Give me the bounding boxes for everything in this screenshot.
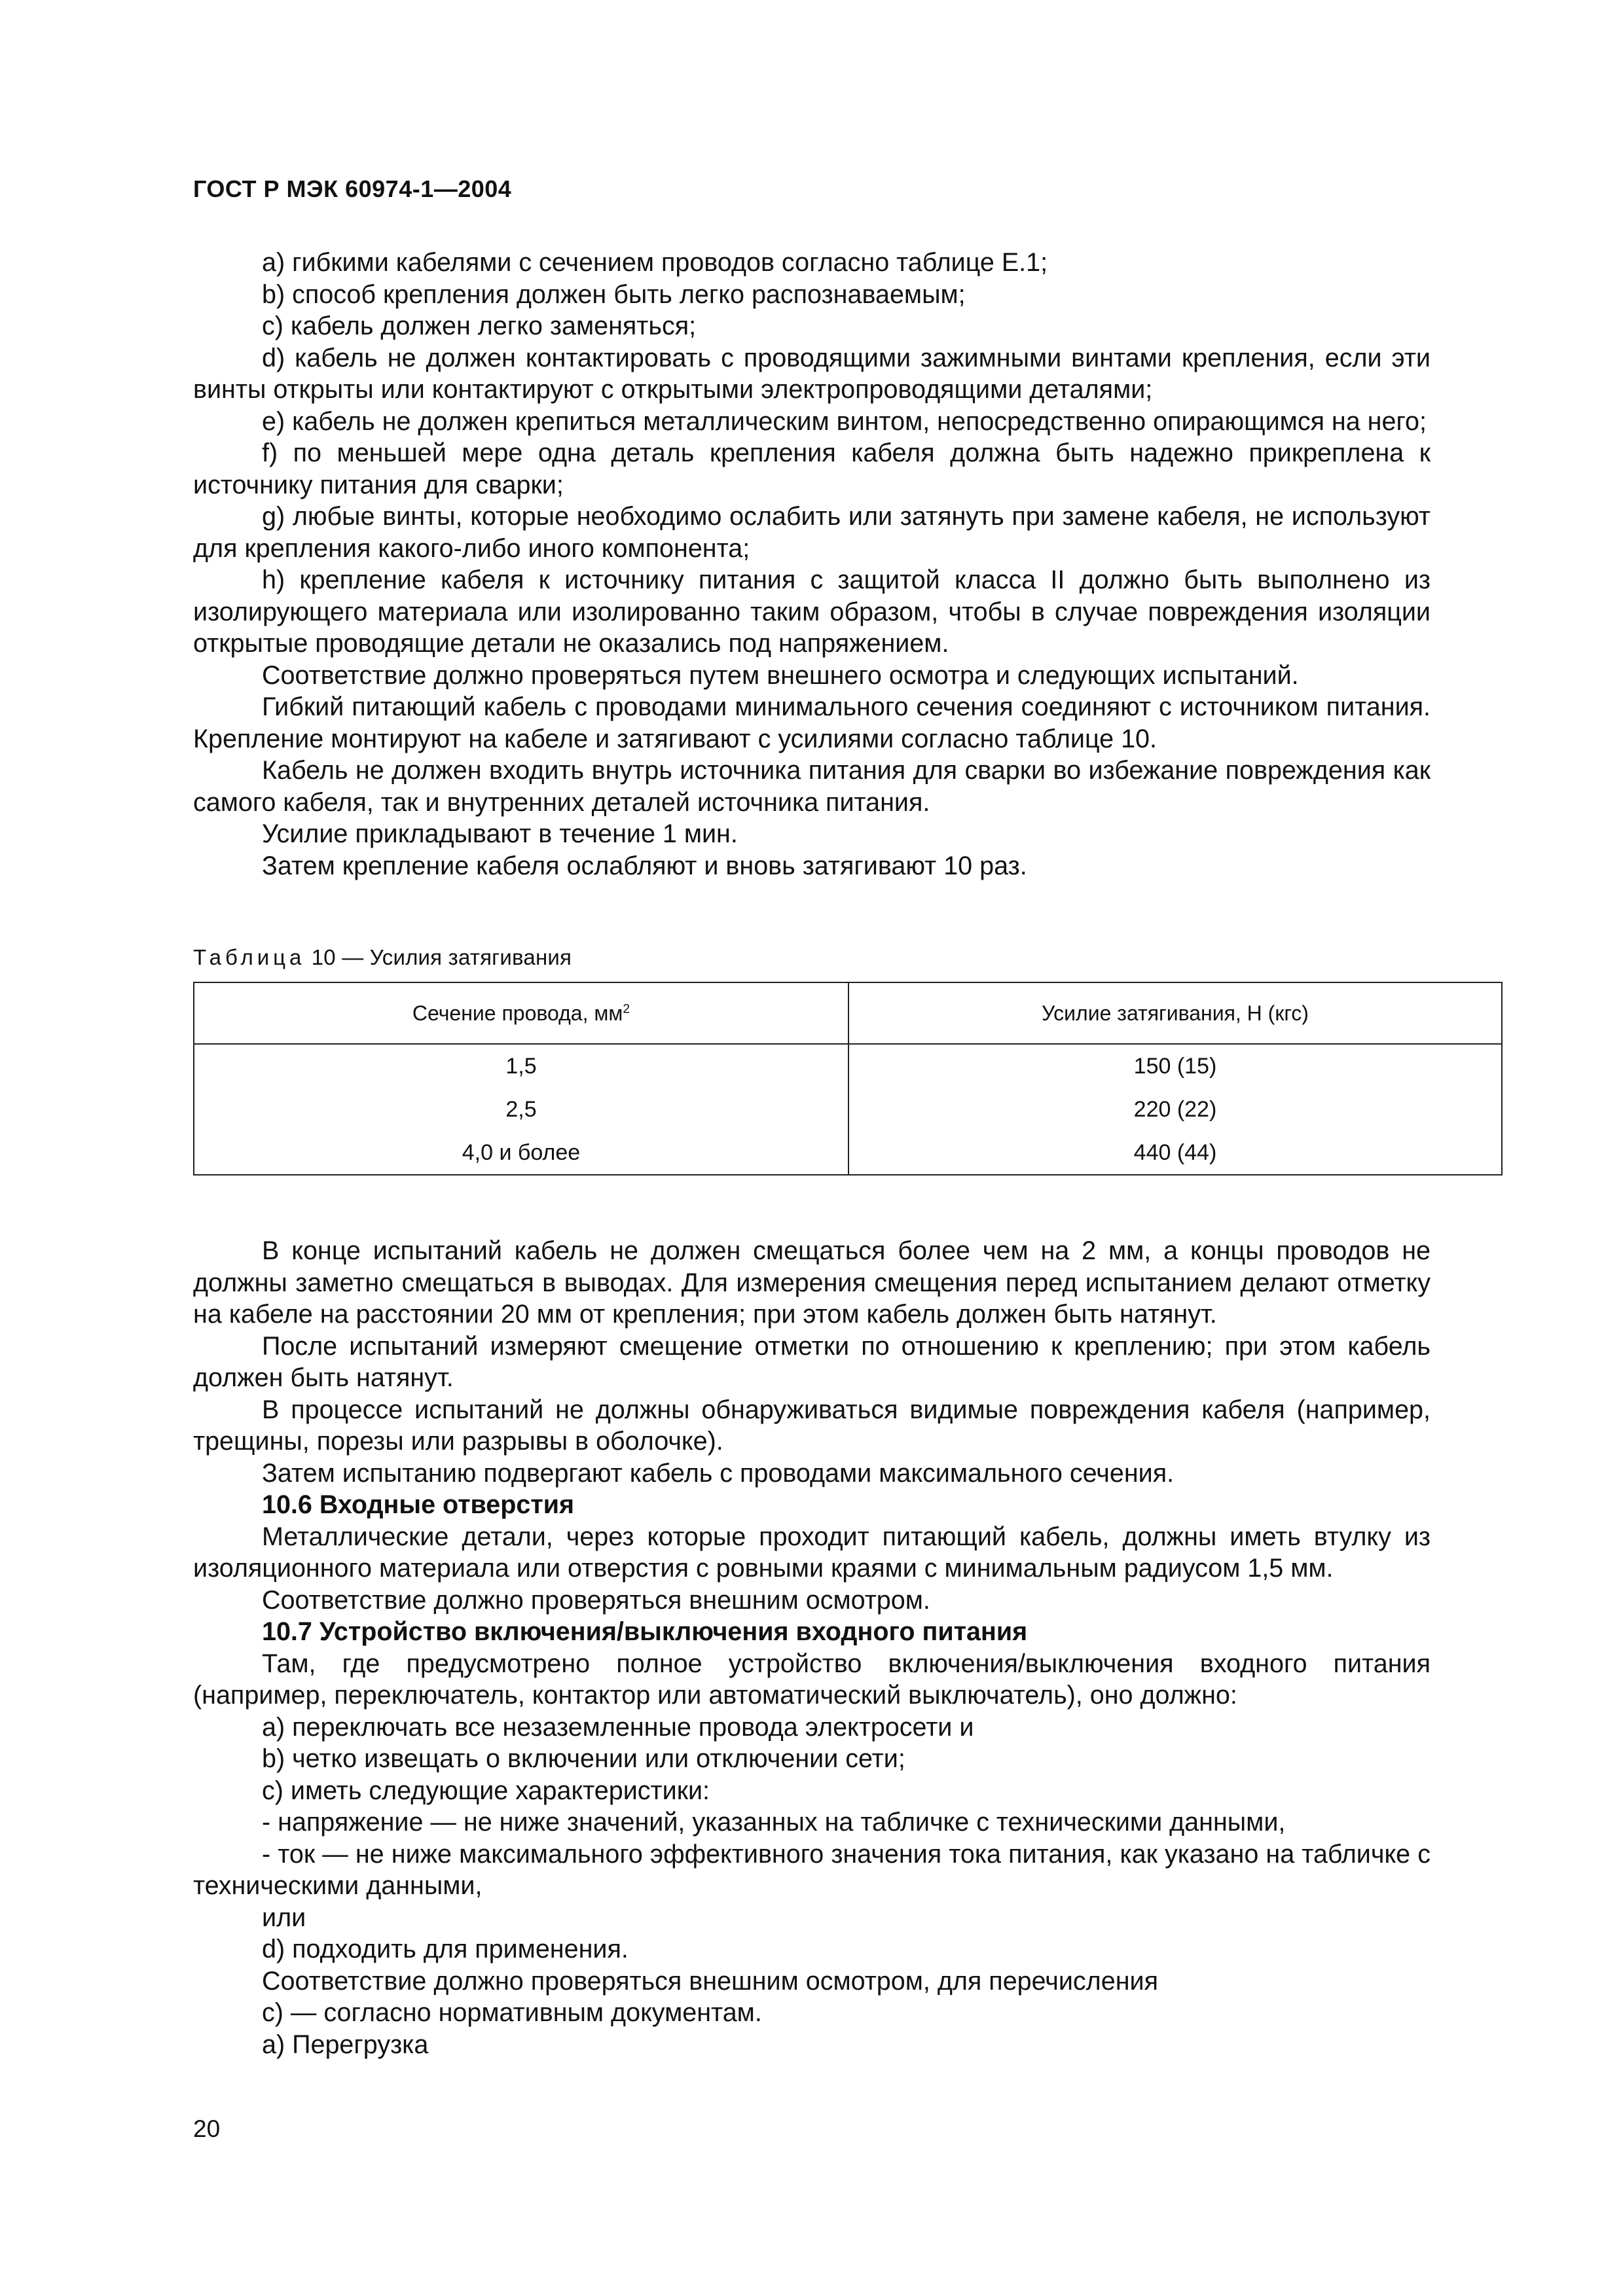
- paragraph-displacement: В конце испытаний кабель не должен смещаться более чем на 2 мм, а концы проводов не должны заметно смещаться в выводах. Для измерения смещения перед испытанием делают отметку на кабеле на расстоянии 20 мм от крепления; при этом кабель должен быть натянут.: [193, 1236, 1431, 1329]
- column-header-force: Усилие затягивания, Н (кгс): [848, 982, 1502, 1044]
- paragraph-force-duration: Усилие прикладывают в течение 1 мин.: [262, 819, 738, 848]
- paragraph-switch-item-d: d) подходить для применения.: [262, 1935, 629, 1964]
- table-caption-title: 10 — Усилия затягивания: [305, 945, 572, 969]
- paragraph-compliance-enumeration: Соответствие должно проверяться внешним осмотром, для перечисления: [262, 1966, 1158, 1996]
- table-cell-force: 150 (15): [848, 1044, 1502, 1088]
- document-code-header: ГОСТ Р МЭК 60974-1—2004: [193, 175, 512, 202]
- paragraph-no-damage: В процессе испытаний не должны обнаруживаться видимые повреждения кабеля (например, трещины, порезы или разрывы в оболочке).: [193, 1395, 1431, 1456]
- table-cell-section: 2,5: [194, 1088, 848, 1131]
- paragraph-or: или: [262, 1903, 306, 1932]
- paragraph-item-c: с) кабель должен легко заменяться;: [262, 312, 697, 340]
- table-row: [194, 1088, 1502, 1131]
- section-heading-10-7: 10.7 Устройство включения/выключения входного питания: [262, 1617, 1028, 1646]
- paragraph-item-d: d) кабель не должен контактировать с проводящими зажимными винтами крепления, если эти винты открыты или контактируют с открытыми электропроводящими деталями;: [193, 343, 1431, 404]
- paragraph-cable-inside: Кабель не должен входить внутрь источника питания для сварки во избежание повреждения как самого кабеля, так и внутренних деталей источника питания.: [193, 756, 1431, 817]
- paragraph-metal-parts: Металлические детали, через которые проходит питающий кабель, должны иметь втулку из изоляционного материала или отверстия с ровными краями с минимальным радиусом 1,5 мм.: [193, 1522, 1431, 1583]
- table-cell-section: 1,5: [194, 1044, 848, 1088]
- paragraph-compliance: Соответствие должно проверяться путем внешнего осмотра и следующих испытаний.: [262, 660, 1299, 690]
- table-row: [194, 1131, 1502, 1175]
- section-heading-10-6: 10.6 Входные отверстия: [262, 1490, 575, 1519]
- paragraph-compliance-inspection: Соответствие должно проверяться внешним осмотром.: [262, 1585, 930, 1615]
- paragraph-switch-intro: Там, где предусмотрено полное устройство включения/выключения входного питания (например, переключатель, контактор или автоматический выключатель), оно должно:: [193, 1649, 1431, 1710]
- table-cell-section: 4,0 и более: [194, 1131, 848, 1175]
- paragraph-max-section: Затем испытанию подвергают кабель с проводами максимального сечения.: [262, 1458, 1175, 1488]
- page-number: 20: [193, 2115, 221, 2142]
- paragraph-retighten: Затем крепление кабеля ослабляют и вновь затягивают 10 раз.: [262, 851, 1027, 880]
- tightening-forces-table: [193, 982, 1503, 1175]
- paragraph-item-h: h) крепление кабеля к источнику питания с защитой класса II должно быть выполнено из изолирующего материала или изолированно таким образом, чтобы в случае повреждения изоляции открытые проводящие детали не оказались под напряжением.: [193, 565, 1431, 658]
- paragraph-item-a: а) гибкими кабелями с сечением проводов согласно таблице Е.1;: [262, 248, 1048, 277]
- paragraph-overload: а) Перегрузка: [262, 2030, 429, 2059]
- table-cell-force: 220 (22): [848, 1088, 1502, 1131]
- column-header-section-text: Сечение провода, мм: [412, 1001, 623, 1025]
- paragraph-switch-item-c: с) иметь следующие характеристики:: [262, 1776, 710, 1805]
- paragraph-item-f: f) по меньшей мере одна деталь крепления кабеля должна быть надежно прикреплена к источнику питания для сварки;: [193, 439, 1431, 499]
- paragraph-normative-docs: с) — согласно нормативным документам.: [262, 1998, 762, 2027]
- paragraph-switch-item-b: b) четко извещать о включении или отключении сети;: [262, 1744, 905, 1773]
- paragraph-item-g: g) любые винты, которые необходимо ослабить или затянуть при замене кабеля, не используют для крепления какого-либо иного компонента;: [193, 502, 1431, 563]
- paragraph-voltage: - напряжение — не ниже значений, указанных на табличке с техническими данными,: [262, 1808, 1286, 1837]
- paragraph-item-b: b) способ крепления должен быть легко распознаваемым;: [262, 279, 966, 309]
- table-row: [194, 1044, 1502, 1088]
- body-text-lower: [193, 1235, 1431, 2060]
- body-text-upper: [193, 247, 1431, 882]
- table-header-row: [194, 982, 1502, 1044]
- column-header-section: [194, 982, 848, 1044]
- paragraph-measure-displacement: После испытаний измеряют смещение отметки по отношению к креплению; при этом кабель должен быть натянут.: [193, 1331, 1431, 1392]
- paragraph-switch-item-a: а) переключать все незаземленные провода электросети и: [262, 1712, 974, 1742]
- table-cell-force: 440 (44): [848, 1131, 1502, 1175]
- column-header-section-superscript: 2: [623, 1001, 630, 1016]
- paragraph-item-e: е) кабель не должен крепиться металлическим винтом, непосредственно опирающимся на него;: [262, 406, 1427, 436]
- paragraph-test-setup: Гибкий питающий кабель с проводами минимального сечения соединяют с источником питания. Крепление монтируют на кабеле и затягивают с усилиями согласно таблице 10.: [193, 692, 1431, 753]
- paragraph-current: - ток — не ниже максимального эффективного значения тока питания, как указано на табличке с техническими данными,: [193, 1839, 1431, 1900]
- table-caption-label: Таблица: [193, 945, 306, 969]
- table-caption: [193, 945, 572, 970]
